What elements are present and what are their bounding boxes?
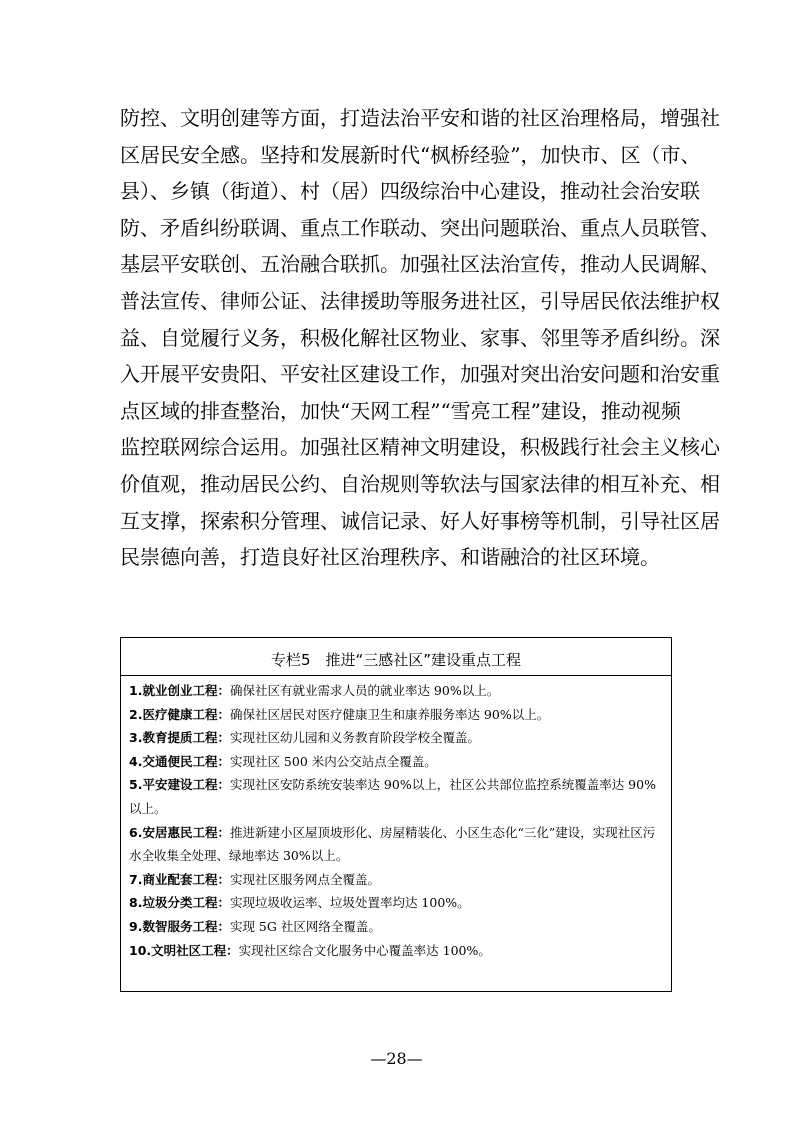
item-name: 5.平安建设工程： [129, 777, 230, 793]
project-column-box [120, 637, 672, 992]
list-item [129, 773, 665, 820]
paragraph-line: 益、自觉履行义务，积极化解社区物业、家事、邻里等矛盾纠纷。深 [120, 325, 720, 350]
list-item [129, 868, 665, 892]
list-item [129, 915, 665, 939]
item-name: 7.商业配套工程： [129, 871, 230, 887]
paragraph-line: 县）、乡镇（街道）、村（居）四级综治中心建设，推动社会治安联 [120, 179, 700, 204]
paragraph-line: 监控联网综合运用。加强社区精神文明建设，积极践行社会主义核心 [120, 435, 720, 460]
item-text: 实现社区安防系统安装率达 90%以上，社区公共部位监控系统覆盖率达 90%以上。 [129, 777, 656, 816]
item-name: 8.垃圾分类工程： [129, 895, 230, 911]
box-title: 专栏5 推进“三感社区”建设重点工程 [121, 638, 671, 676]
paragraph-line: 区居民安全感。坚持和发展新时代“枫桥经验”，加快市、区（市、 [120, 142, 701, 167]
paragraph-line: 互支撑，探索积分管理、诚信记录、好人好事榜等机制，引导社区居 [120, 508, 720, 533]
paragraph-line: 民崇德向善，打造良好社区治理秩序、和谐融洽的社区环境。 [120, 545, 660, 570]
paragraph-line: 基层平安联创、五治融合联抓。加强社区法治宣传，推动人民调解、 [120, 252, 720, 277]
item-text: 实现社区服务网点全覆盖。 [229, 871, 380, 887]
paragraph-line: 点区域的排查整治，加快“天网工程”“雪亮工程”建设，推动视频 [120, 398, 681, 423]
paragraph-line: 防、矛盾纠纷联调、重点工作联动、突出问题联治、重点人员联管、 [120, 215, 720, 240]
item-text: 实现 5G 社区网络全覆盖。 [229, 918, 381, 934]
item-text: 实现社区 500 米内公交站点全覆盖。 [229, 753, 437, 769]
item-name: 1.就业创业工程： [129, 683, 230, 698]
page-number: —28— [370, 1049, 423, 1068]
project-list [121, 676, 671, 962]
item-name: 9.数智服务工程： [129, 918, 230, 934]
item-name: 2.医疗健康工程： [129, 706, 230, 722]
list-item [129, 726, 665, 750]
item-name: 6.安居惠民工程： [129, 824, 230, 840]
body-paragraph [120, 100, 720, 576]
paragraph-line: 价值观，推动居民公约、自治规则等软法与国家法律的相互补充、相 [120, 471, 720, 496]
item-text: 实现社区幼儿园和义务教育阶段学校全覆盖。 [229, 730, 480, 746]
item-text: 实现垃圾收运率、垃圾处置率均达 100%。 [229, 895, 470, 911]
item-name: 3.教育提质工程： [129, 730, 230, 746]
item-name: 10.文明社区工程： [129, 942, 239, 958]
paragraph-line: 入开展平安贵阳、平安社区建设工作，加强对突出治安问题和治安重 [120, 362, 720, 387]
paragraph-line: 防控、文明创建等方面，打造法治平安和谐的社区治理格局，增强社 [120, 106, 720, 130]
item-text: 确保社区居民对医疗健康卫生和康养服务率达 90%以上。 [229, 706, 550, 722]
list-item [129, 891, 665, 915]
paragraph-line: 普法宣传、律师公证、法律援助等服务进社区，引导居民依法维护权 [120, 288, 720, 313]
list-item [129, 939, 665, 963]
list-item [129, 750, 665, 774]
list-item [129, 703, 665, 727]
list-item [129, 821, 665, 868]
item-text: 实现社区综合文化服务中心覆盖率达 100%。 [238, 942, 491, 958]
item-name: 4.交通便民工程： [129, 753, 230, 769]
item-text: 确保社区有就业需求人员的就业率达 90%以上。 [229, 683, 500, 698]
list-item [129, 679, 665, 703]
item-text: 推进新建小区屋顶坡形化、房屋精装化、小区生态化“三化”建设，实现社区污水全收集全处理、绿地率达 30%以上。 [129, 824, 656, 864]
